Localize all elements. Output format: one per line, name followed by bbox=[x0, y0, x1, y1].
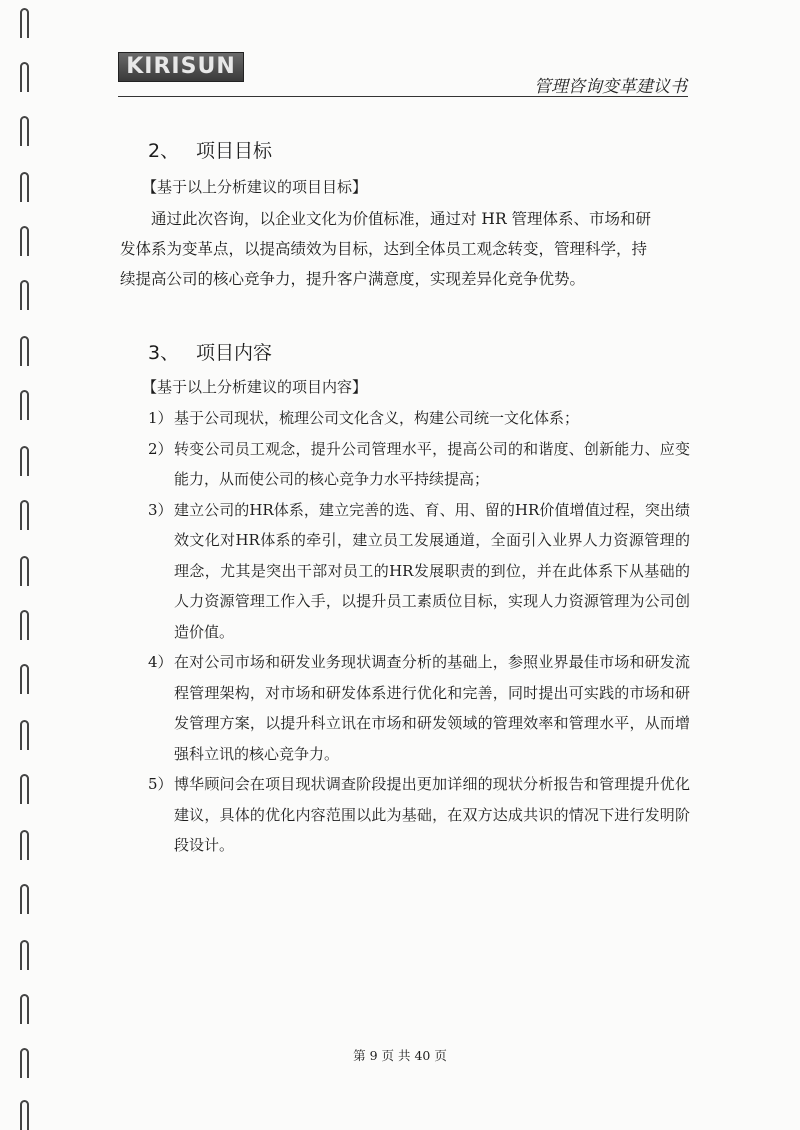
paragraph-line: 续提高公司的核心竞争力，提升客户满意度，实现差异化竞争优势。 bbox=[120, 270, 586, 288]
section-3-heading bbox=[148, 338, 272, 365]
list-item-number: 5） bbox=[148, 775, 173, 793]
binder-ring bbox=[20, 1100, 29, 1130]
binder-ring bbox=[20, 664, 29, 694]
list-item-number: 1） bbox=[148, 409, 173, 427]
list-item bbox=[148, 434, 690, 495]
binder-ring bbox=[20, 610, 29, 640]
list-item bbox=[148, 495, 690, 648]
list-item bbox=[148, 647, 690, 769]
binder-ring bbox=[20, 556, 29, 586]
binder-ring bbox=[20, 720, 29, 750]
binder-ring bbox=[20, 830, 29, 860]
list-item-text: 建立公司的HR体系，建立完善的选、育、用、留的HR价值增值过程，突出绩效文化对HR体系的牵引，建立员工发展通道，全面引入业界人力资源管理的理念，尤其是突出干部对员工的HR发展职责的到位，并在此体系下从基础的人力资源管理工作入手，以提升员工素质位目标，实现人力资源管理为公司创造价值。 bbox=[174, 500, 690, 641]
binder-ring bbox=[20, 336, 29, 366]
section-2-bracket-heading: 【基于以上分析建议的项目目标】 bbox=[142, 178, 368, 196]
list-item-number: 2） bbox=[148, 439, 173, 458]
page-number: 第 9 页 共 40 页 bbox=[353, 1048, 447, 1063]
binder-ring bbox=[20, 390, 29, 420]
section-2-paragraph bbox=[120, 204, 690, 294]
binder-ring bbox=[20, 62, 29, 92]
binder-ring bbox=[20, 940, 29, 970]
paragraph-line: 发体系为变革点，以提高绩效为目标，达到全体员工观念转变，管理科学，持 bbox=[120, 240, 648, 258]
binder-ring bbox=[20, 774, 29, 804]
list-item-number: 3） bbox=[148, 500, 173, 519]
binder-ring bbox=[20, 884, 29, 914]
header-divider bbox=[118, 96, 688, 97]
section-2-heading bbox=[148, 136, 272, 163]
binder-ring bbox=[20, 446, 29, 476]
company-logo bbox=[118, 52, 244, 82]
paragraph-line: 通过此次咨询，以企业文化为价值标准，通过对 HR 管理体系、市场和研 bbox=[151, 210, 652, 228]
list-item-text: 博华顾问会在项目现状调查阶段提出更加详细的现状分析报告和管理提升优化建议，具体的优化内容范围以此为基础，在双方达成共识的情况下进行发明阶段设计。 bbox=[174, 775, 690, 854]
list-item bbox=[148, 769, 690, 861]
section-2-number: 2、 bbox=[148, 140, 180, 162]
section-2-title: 项目目标 bbox=[196, 140, 273, 162]
section-3-bracket-heading: 【基于以上分析建议的项目内容】 bbox=[142, 378, 368, 396]
list-item-number: 4） bbox=[148, 653, 173, 671]
binder-ring bbox=[20, 500, 29, 530]
section-3-title: 项目内容 bbox=[196, 342, 273, 364]
binder-ring bbox=[20, 172, 29, 202]
section-3-number: 3、 bbox=[148, 342, 180, 364]
binder-rings bbox=[0, 0, 40, 1130]
list-item bbox=[148, 403, 690, 434]
document-title: 管理咨询变革建议书 bbox=[534, 77, 687, 97]
logo-text: KIRISUN bbox=[126, 54, 236, 79]
project-content-list bbox=[148, 403, 690, 861]
list-item-text: 在对公司市场和研发业务现状调查分析的基础上，参照业界最佳市场和研发流程管理架构，对市场和研发体系进行优化和完善，同时提出可实践的市场和研发管理方案，以提升科立讯在市场和研发领域的管理效率和管理水平，从而增强科立讯的核心竞争力。 bbox=[174, 653, 690, 763]
list-item-text: 转变公司员工观念，提升公司管理水平，提高公司的和谐度、创新能力、应变能力，从而使公司的核心竞争力水平持续提高； bbox=[174, 439, 690, 488]
binder-ring bbox=[20, 280, 29, 310]
binder-ring bbox=[20, 8, 29, 38]
binder-ring bbox=[20, 226, 29, 256]
list-item-text: 基于公司现状，梳理公司文化含义，构建公司统一文化体系； bbox=[174, 409, 580, 427]
binder-ring bbox=[20, 116, 29, 146]
binder-ring bbox=[20, 994, 29, 1024]
